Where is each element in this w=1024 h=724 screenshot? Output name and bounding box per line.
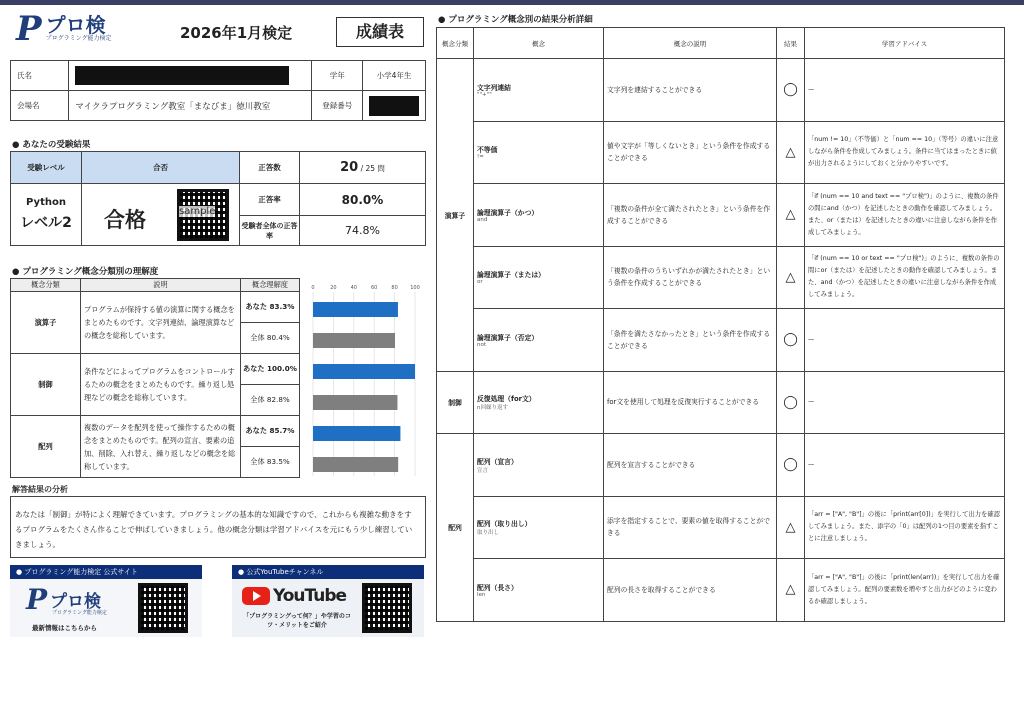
site-cta: 最新情報はこちらから (32, 624, 97, 632)
detail-header-concept: 概念 (474, 28, 604, 59)
detail-result-mark: △ (777, 184, 805, 247)
name-label: 氏名 (11, 61, 69, 91)
detail-concept-name: 反復処理（for文） (477, 395, 536, 404)
concept-header-understanding: 概念理解度 (241, 279, 300, 292)
detail-concept-name: 配列（取り出し） (477, 520, 532, 529)
report-title: 成績表 (336, 17, 424, 47)
correct-rate: 80.0% (300, 184, 426, 216)
detail-concept-desc: 「条件を満たさなかったとき」という条件を作成することができる (604, 309, 777, 372)
detail-result-mark: △ (777, 121, 805, 184)
detail-header-result: 結果 (777, 28, 805, 59)
yt-caption: 「プログラミングって何？」や学習のコツ・メリットをご紹介 (243, 613, 351, 629)
detail-result-mark: ◯ (777, 59, 805, 122)
detail-result-mark: △ (777, 496, 805, 559)
name-value (69, 61, 312, 91)
level-header: 受験レベル (11, 152, 82, 184)
chart-x-tick-label: 60 (371, 285, 378, 291)
detail-advice: 「if (num == 10 and text == "プロ検")」のように、複数の条件の間にand（かつ）を記述したときの動作を確認してみましょう。また、or（または）を記述したときの違いに注意しながら条件を作成してみましょう。 (805, 184, 1005, 247)
detail-concept-sub: != (477, 154, 484, 161)
detail-row (437, 496, 1005, 559)
concept-header-desc: 説明 (81, 279, 241, 292)
detail-advice: — (805, 434, 1005, 497)
detail-header-advice: 学習アドバイス (805, 28, 1005, 59)
chart-x-tick-label: 0 (311, 285, 315, 291)
grade-label: 学年 (312, 61, 363, 91)
chart-bar-all (313, 457, 398, 472)
detail-concept-desc: 「複数の条件が全て満たされたとき」という条件を作成することができる (604, 184, 777, 247)
venue-value: マイクラプログラミング教室「まなびま」徳川教室 (69, 91, 312, 121)
play-triangle (253, 591, 261, 601)
detail-concept-cell (474, 246, 604, 309)
exam-title: 2026年1月検定 (180, 24, 293, 42)
understanding-you: あなた 100.0% (241, 354, 300, 385)
analysis-text: あなたは「制御」が特によく理解できています。プログラミングの基本的な知識ですので、これからも複雑な動きをするプログラムをたくさん作ることで伸ばしていきましょう。他の概念分類は学習アドバイスを元にもう少し練習していきましょう。 (10, 496, 426, 558)
concept-desc: 複数のデータを配列を使って操作するための概念をまとめたものです。配列の宣言、要素の追加、削除、入れ替え、繰り返しなどの概念を総称しています。 (81, 416, 241, 478)
chart-x-tick-label: 100 (410, 285, 420, 291)
detail-concept-sub: or (477, 279, 483, 286)
concept-desc: 条件などによってプログラムをコントロールするための概念をまとめたものです。繰り返し処理などの概念を総称しています。 (81, 354, 241, 416)
detail-concept-cell (474, 59, 604, 122)
name-redacted (75, 66, 289, 85)
logo-sub-text: プログラミング能力検定 (45, 35, 112, 42)
reg-value (363, 91, 426, 121)
detail-concept-name: 論理演算子（かつ） (477, 208, 539, 217)
detail-result-mark: △ (777, 559, 805, 622)
detail-concept-desc: 「複数の条件のうちいずれかが満たされたとき」という条件を作成することができる (604, 246, 777, 309)
youtube-play-icon (242, 587, 270, 605)
detail-row (437, 184, 1005, 247)
detail-category: 配列 (437, 434, 474, 622)
detail-row (437, 559, 1005, 622)
detail-concept-sub: ""+"" (477, 91, 492, 98)
concepts-section-title: ● プログラミング概念分類別の理解度 (12, 267, 159, 277)
understanding-bar-chart (305, 280, 427, 476)
level-lang: Python (26, 197, 66, 208)
detail-advice: — (805, 59, 1005, 122)
detail-concept-desc: 文字列を連結することができる (604, 59, 777, 122)
chart-x-tick-label: 40 (350, 285, 357, 291)
detail-concept-sub: not (477, 341, 487, 348)
chart-bar-you (313, 426, 400, 441)
all-rate-label: 受験者全体の正答率 (240, 216, 300, 246)
chart-bar-all (313, 395, 397, 410)
detail-concept-cell (474, 121, 604, 184)
detail-section-title: ● プログラミング概念別の結果分析詳細 (438, 15, 593, 25)
detail-result-mark: ◯ (777, 309, 805, 372)
logo-main-text: プロ検 (45, 13, 106, 37)
detail-advice: 「num != 10」（不等価）と「num == 10」（等号）の違いに注意しながら条件を作成してみましょう。条件に当てはまったときに値が出力されるようにしておくと分かりやすいです。 (805, 121, 1005, 184)
detail-concept-cell (474, 309, 604, 372)
level-cell (11, 184, 82, 246)
site-logo-sub: プログラミング能力検定 (52, 610, 107, 616)
detail-result-mark: △ (777, 246, 805, 309)
detail-concept-cell (474, 559, 604, 622)
venue-label: 会場名 (11, 91, 69, 121)
detail-concept-name: 論理演算子（否定） (477, 333, 539, 342)
concept-header-category: 概念分類 (11, 279, 81, 292)
detail-advice: — (805, 371, 1005, 434)
all-rate: 74.8% (300, 216, 426, 246)
detail-advice: 「if (num == 10 or text == "プロ検")」のように、複数の条件の間にor（または）を記述したときの動作を確認してみましょう。また、and（かつ）を記述したときの違いに注意しながら条件を作成してみましょう。 (805, 246, 1005, 309)
detail-concept-cell (474, 184, 604, 247)
detail-advice: — (805, 309, 1005, 372)
detail-concept-sub: and (477, 216, 488, 223)
site-qr-code (138, 583, 188, 633)
detail-header-category: 概念分類 (437, 28, 474, 59)
detail-category: 制御 (437, 371, 474, 434)
site-banner-title: ● プログラミング能力検定 公式サイト (10, 565, 202, 579)
detail-concept-sub: len (477, 591, 486, 598)
youtube-qr-code (362, 583, 412, 633)
chart-x-tick-label: 80 (391, 285, 398, 291)
official-site-banner[interactable] (10, 565, 202, 637)
site-logo-mark: P (26, 583, 48, 616)
detail-row (437, 59, 1005, 122)
header-logo (16, 9, 112, 49)
concept-row-operator: 演算子 (11, 292, 81, 354)
detail-concept-name: 配列（長さ） (477, 583, 518, 592)
pass-value: 合格 (104, 208, 146, 232)
results-table (10, 151, 426, 246)
detail-table-body (437, 59, 1005, 622)
understanding-you: あなた 83.3% (241, 292, 300, 323)
chart-x-tick-label: 20 (330, 285, 337, 291)
detail-concept-cell (474, 371, 604, 434)
analysis-section-title: 解答結果の分析 (12, 485, 68, 494)
chart-bar-all (313, 333, 395, 348)
youtube-banner[interactable] (232, 565, 424, 637)
examinee-info-table (10, 60, 426, 121)
detail-concept-name: 文字列連結 (477, 83, 511, 92)
chart-bar-you (313, 364, 415, 379)
detail-concept-name: 配列（宣言） (477, 457, 518, 466)
detail-concept-desc: 添字を指定することで、要素の値を取得することができる (604, 496, 777, 559)
concept-row-array: 配列 (11, 416, 81, 478)
detail-row (437, 309, 1005, 372)
detail-row (437, 371, 1005, 434)
pass-cell (82, 184, 240, 246)
detail-row (437, 434, 1005, 497)
detail-concept-name: 論理演算子（または） (477, 271, 545, 280)
logo-p-mark: P (16, 9, 42, 49)
detail-concept-desc: 配列を宣言することができる (604, 434, 777, 497)
pass-header: 合否 (82, 152, 240, 184)
detail-header-desc: 概念の説明 (604, 28, 777, 59)
detail-analysis-table (436, 27, 1005, 622)
detail-concept-name: 不等価 (477, 146, 498, 155)
detail-category: 演算子 (437, 59, 474, 372)
detail-result-mark: ◯ (777, 434, 805, 497)
correct-rate-label: 正答率 (240, 184, 300, 216)
level-name: レベル2 (20, 215, 72, 231)
results-section-title: ● あなたの受験結果 (12, 140, 91, 150)
detail-concept-sub: 宣言 (477, 467, 489, 474)
detail-concept-desc: 値や文字が「等しくないとき」という条件を作成することができる (604, 121, 777, 184)
understanding-all: 全体 80.4% (241, 323, 300, 354)
detail-concept-cell (474, 496, 604, 559)
detail-concept-sub: 取り出し (477, 530, 500, 537)
understanding-all: 全体 82.8% (241, 385, 300, 416)
detail-result-mark: ◯ (777, 371, 805, 434)
correct-total: / 25 問 (360, 164, 385, 173)
qr-sample-label: sample (179, 206, 216, 217)
detail-row (437, 121, 1005, 184)
grade-value: 小学4年生 (363, 61, 426, 91)
chart-bar-you (313, 302, 398, 317)
detail-advice: 「arr = ["A", "B"]」の後に「print(len(arr))」を実行して出力を確認してみましょう。配列の要素数を増やすと出力がどのように変わるか確認しましょう。 (805, 559, 1005, 622)
understanding-you: あなた 85.7% (241, 416, 300, 447)
detail-advice: 「arr = ["A", "B"]」の後に「print(arr[0])」を実行して出力を確認してみましょう。また、添字の「0」は配列の1つ目の要素を指すことに注意しましょう。 (805, 496, 1005, 559)
concept-understanding-table (10, 278, 300, 478)
youtube-logo-text: YouTube (273, 586, 347, 606)
top-accent-bar (0, 0, 1024, 5)
concept-row-control: 制御 (11, 354, 81, 416)
detail-row (437, 246, 1005, 309)
yt-banner-title: ● 公式YouTubeチャンネル (232, 565, 424, 579)
correct-count-label: 正答数 (240, 152, 300, 184)
reg-redacted (369, 96, 419, 116)
reg-label: 登録番号 (312, 91, 363, 121)
concept-desc: プログラムが保持する値の演算に関する概念をまとめたものです。文字列連結、論理演算などの概念を総称しています。 (81, 292, 241, 354)
detail-concept-cell (474, 434, 604, 497)
site-logo-text: プロ検 (50, 592, 101, 612)
detail-concept-desc: for文を使用して処理を反復実行することができる (604, 371, 777, 434)
detail-concept-sub: n回繰り返す (477, 405, 508, 412)
understanding-all: 全体 83.5% (241, 447, 300, 478)
correct-count-cell (300, 152, 426, 184)
detail-concept-desc: 配列の長さを取得することができる (604, 559, 777, 622)
correct-count: 20 (340, 160, 359, 175)
